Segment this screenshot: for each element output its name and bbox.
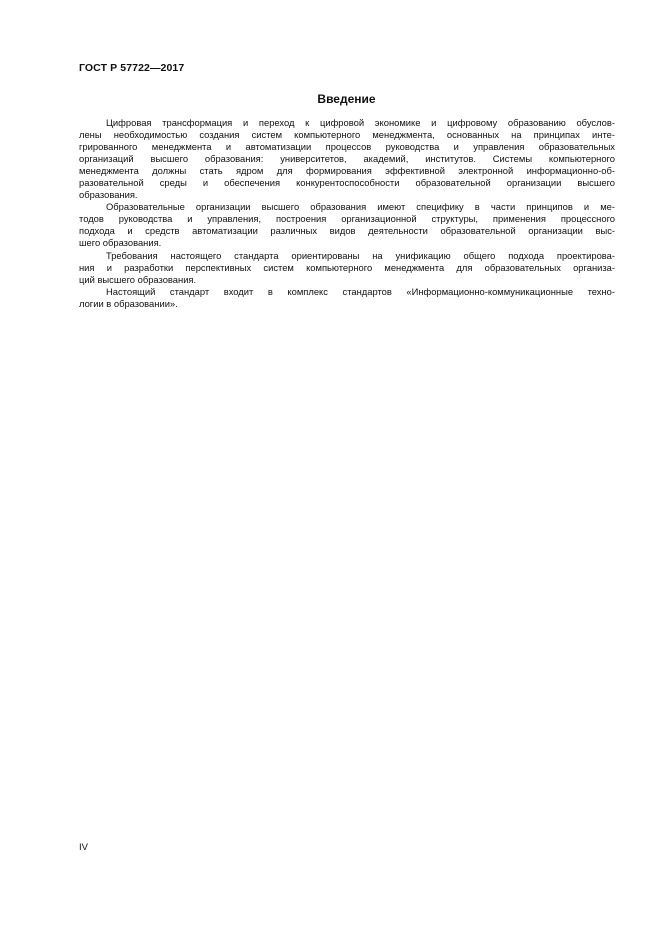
paragraph [79, 117, 615, 201]
paragraph [79, 201, 615, 249]
introduction-body [79, 117, 615, 310]
text-line: организаций высшего образования: университетов, академий, институтов. Системы компьютерного [79, 153, 615, 165]
paragraph [79, 250, 615, 286]
text-line: Настоящий стандарт входит в комплекс стандартов «Информационно-коммуникационные техно- [106, 285, 615, 297]
text-line: менеджмента должны стать ядром для формирования эффективной электронной информационно-об- [79, 165, 615, 177]
section-title: Введение [317, 92, 376, 106]
document-code-header: ГОСТ Р 57722—2017 [79, 62, 185, 74]
text-line: Цифровая трансформация и переход к цифровой экономике и цифровому образованию обуслов- [106, 117, 615, 128]
text-line: лены необходимостью создания систем компьютерного менеджмента, основанных на принципах инте- [79, 129, 615, 141]
text-line: ния и разработки перспективных систем компьютерного менеджмента для образовательных организа- [79, 261, 615, 273]
text-line: подхода и средств автоматизации различных видов деятельности образовательной организации выс- [79, 225, 615, 237]
text-line: логии в образовании». [79, 297, 178, 309]
paragraph [79, 286, 615, 310]
text-line: тодов руководства и управления, построения организационной структуры, применения процессного [79, 213, 615, 225]
text-line: разовательной среды и обеспечения конкурентоспособности образовательной организации высшего [79, 177, 615, 189]
text-line: Требования настоящего стандарта ориентированы на унификацию общего подхода проектирова- [106, 249, 615, 261]
text-line: образования. [79, 189, 138, 201]
text-line: ций высшего образования. [79, 273, 197, 285]
text-line: Образовательные организации высшего образования имеют специфику в части принципов и ме- [106, 201, 615, 213]
text-line: шего образования. [79, 237, 162, 249]
text-line: грированного менеджмента и автоматизации процессов руководства и управления образовательных [79, 141, 615, 153]
page-number: IV [79, 842, 88, 853]
